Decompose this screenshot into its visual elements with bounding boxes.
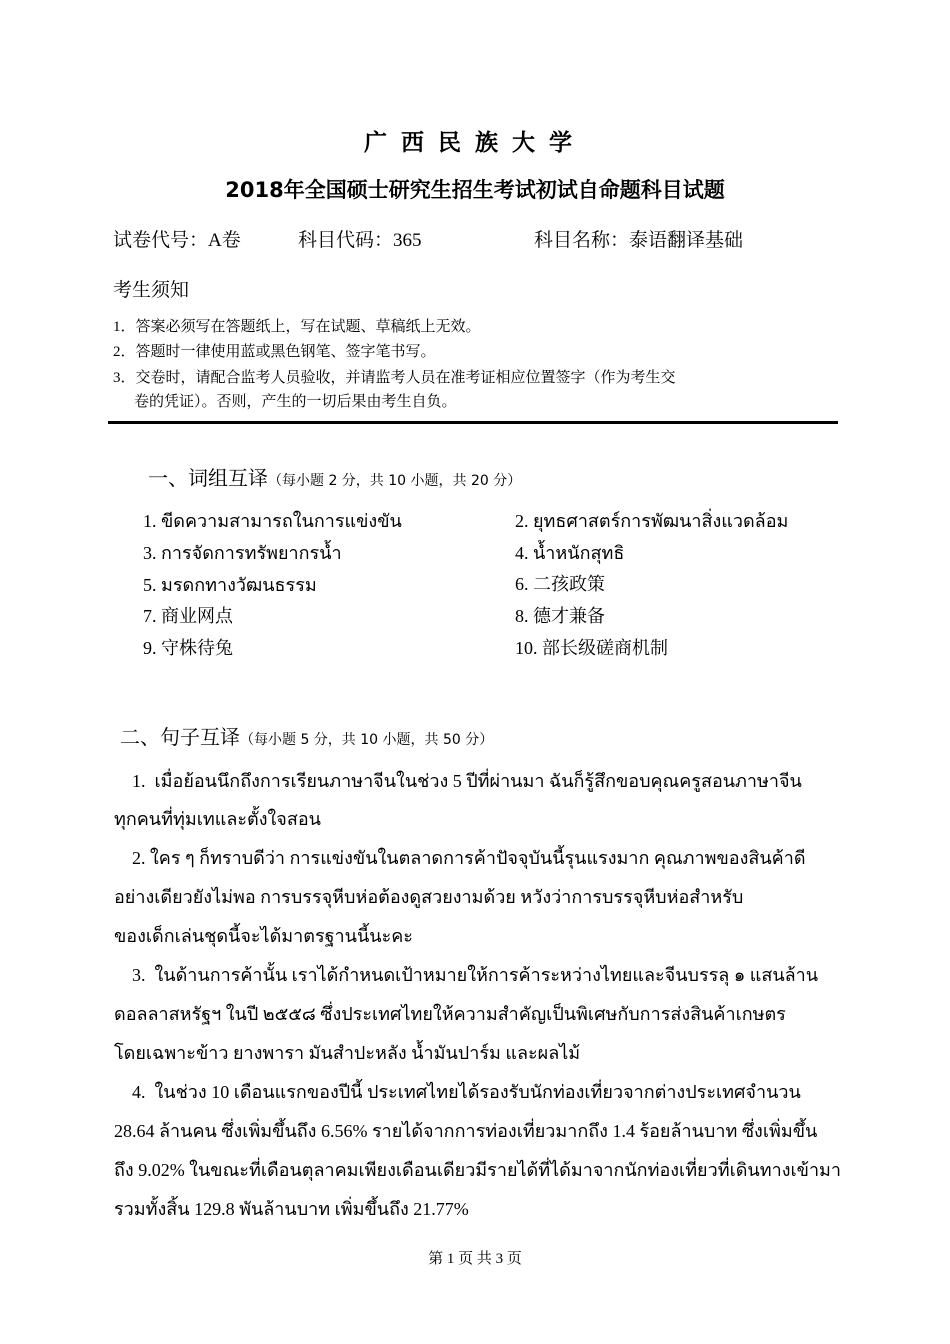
section1-header	[148, 462, 521, 491]
sentence-line: อย่างเดียวยังไม่พอ การบรรจุหีบห่อต้องดูสวยงามด้วย หวังว่าการบรรจุหีบห่อสำหรับ	[114, 887, 744, 907]
section1-note: （每小题 2 分，共 10 小题，共 20 分）	[268, 473, 522, 489]
section2-note: （每小题 5 分，共 10 小题，共 50 分）	[240, 732, 494, 748]
subject-name: 科目名称：泰语翻译基础	[534, 230, 744, 251]
list-item: 9. 守株待兔	[143, 638, 233, 658]
sentence-line: รวมทั้งสิ้น 129.8 พันล้านบาท เพิ่มขึ้นถึง 21.77%	[114, 1199, 469, 1219]
sentence-line: 4. ในช่วง 10 เดือนแรกของปีนี้ ประเทศไทยได้รองรับนักท่องเที่ยวจากต่างประเทศจำนวน	[114, 1082, 801, 1102]
list-item: 1. ขีดความสามารถในการแข่งขัน	[143, 511, 402, 531]
sentence-line: ของเด็กเล่นชุดนี้จะได้มาตรฐานนี้นะคะ	[114, 926, 413, 946]
notice-item: 2．答题时一律使用蓝或黑色钢笔、签字笔书写。	[113, 344, 436, 360]
list-item: 6. 二孩政策	[515, 574, 605, 594]
list-item: 2. ยุทธศาสตร์การพัฒนาสิ่งแวดล้อม	[515, 511, 789, 531]
sentence-line: 3. ในด้านการค้านั้น เราได้กำหนดเป้าหมายให้การค้าระหว่างไทยและจีนบรรลุ ๑ แสนล้าน	[114, 965, 819, 985]
sentence-line: 28.64 ล้านคน ซึ่งเพิ่มขึ้นถึง 6.56% รายได้จากการท่องเที่ยวมากถึง 1.4 ร้อยล้านบาท ซึ่งเพิ่มขึ้น	[114, 1121, 818, 1141]
sentence-line: ทุกคนที่ทุ่มเทและตั้งใจสอน	[114, 809, 321, 829]
paper-code: 试卷代号：A卷	[113, 230, 241, 251]
list-item: 3. การจัดการทรัพยากรน้ำ	[143, 543, 342, 563]
page-number: 第 1 页 共 3 页	[428, 1251, 522, 1267]
sentence-line: 2. ใคร ๆ ก็ทราบดีว่า การแข่งขันในตลาดการค้าปัจจุบันนี้รุนแรงมาก คุณภาพของสินค้าดี	[114, 848, 806, 868]
sentence-line: ดอลลาสหรัฐฯ ในปี ๒๕๕๘ ซึ่งประเทศไทยให้ความสำคัญเป็นพิเศษกับการส่งสินค้าเกษตร	[114, 1004, 786, 1024]
sentence-line: ถึง 9.02% ในขณะที่เดือนตุลาคมเพียงเดือนเดียวมีรายได้ที่ได้มาจากนักท่องเที่ยวที่เดินทางเข้ามา	[114, 1160, 842, 1180]
sentence-line: โดยเฉพาะข้าว ยางพารา มันสำปะหลัง น้ำมันปาร์ม และผลไม้	[114, 1043, 581, 1063]
list-item: 8. 德才兼备	[515, 606, 605, 626]
list-item: 10. 部长级磋商机制	[515, 638, 668, 658]
list-item: 5. มรดกทางวัฒนธรรม	[143, 575, 317, 595]
list-item: 4. น้ำหนักสุทธิ	[515, 543, 625, 563]
subject-code: 科目代码：365	[298, 230, 422, 251]
section1-title: 一、词组互译	[148, 466, 268, 490]
notice-item: 卷的凭证）。否则，产生的一切后果由考生自负。	[134, 394, 457, 410]
notice-item: 1．答案必须写在答题纸上，写在试题、草稿纸上无效。	[113, 319, 481, 335]
list-item: 7. 商业网点	[143, 606, 233, 626]
divider	[108, 421, 838, 424]
exam-title: 2018年全国硕士研究生招生考试初试自命题科目试题	[225, 178, 725, 202]
notice-title: 考生须知	[113, 280, 190, 301]
sentence-line: 1. เมื่อย้อนนึกถึงการเรียนภาษาจีนในช่วง 5 ปีที่ผ่านมา ฉันก็รู้สึกขอบคุณครูสอนภาษาจีน	[114, 771, 802, 791]
notice-item: 3．交卷时，请配合监考人员验收，并请监考人员在准考证相应位置签字（作为考生交	[113, 370, 676, 386]
section2-header	[120, 721, 493, 750]
university-name: 广西民族大学	[364, 130, 586, 156]
section2-title: 二、句子互译	[120, 725, 240, 749]
